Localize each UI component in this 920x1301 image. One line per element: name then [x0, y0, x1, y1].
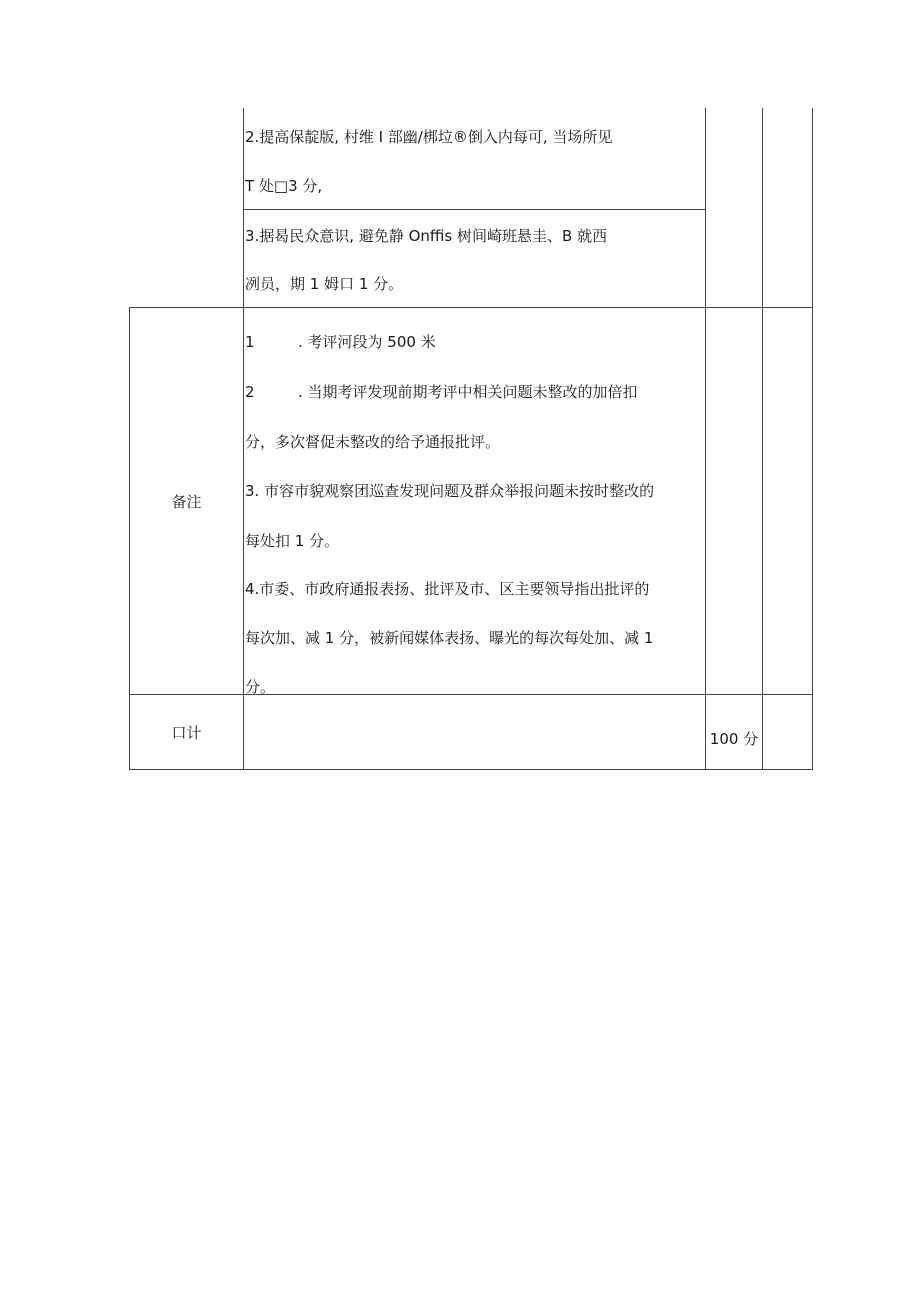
total-label: 口计 [171, 724, 202, 742]
item2-line1: 2.提高保靛版, 村维 I 部幽/梆垃®倒入内每可, 当场所见 [245, 128, 613, 146]
total-score: 100 分 [709, 730, 759, 748]
remark-3-line1: 3. 市容市貌观察团巡查发现问题及群众举报问题未按时整改的 [245, 482, 655, 500]
table-border-left [129, 307, 130, 770]
table-divider-col2 [705, 108, 706, 770]
remark-1-text: . 考评河段为 500 米 [298, 333, 436, 351]
remark-3-line2: 每处扣 1 分。 [245, 532, 340, 550]
table-row-divider-remarks [129, 307, 813, 308]
item3-line1: 3.据曷民众意识, 避免静 Onffis 树间崎班悬圭、B 就西 [245, 227, 608, 245]
table-border-bottom [129, 769, 813, 770]
remarks-label: 备注 [171, 493, 202, 511]
table-border-right [812, 108, 813, 770]
table-divider-col1 [243, 108, 244, 770]
remark-2-continuation: 分，多次督促未整改的给予通报批评。 [245, 433, 501, 451]
table-divider-col3 [762, 108, 763, 770]
table-row-divider-item3 [243, 209, 706, 210]
item2-line2: T 处□3 分, [245, 177, 323, 195]
table-row-divider-total [129, 694, 813, 695]
remark-1-number: 1 [245, 333, 255, 351]
remark-2-text: . 当期考评发现前期考评中相关问题未整改的加倍扣 [298, 383, 638, 401]
remark-2-number: 2 [245, 383, 255, 401]
item3-line2: 冽员，期 1 姆口 1 分。 [245, 275, 404, 293]
remark-4-line1: 4.市委、市政府通报表扬、批评及市、区主要领导指出批评的 [245, 580, 650, 598]
remark-4-line2: 每次加、减 1 分，被新闻媒体表扬、曝光的每次每处加、减 1 [245, 629, 654, 647]
remark-4-line3: 分。 [245, 678, 276, 696]
